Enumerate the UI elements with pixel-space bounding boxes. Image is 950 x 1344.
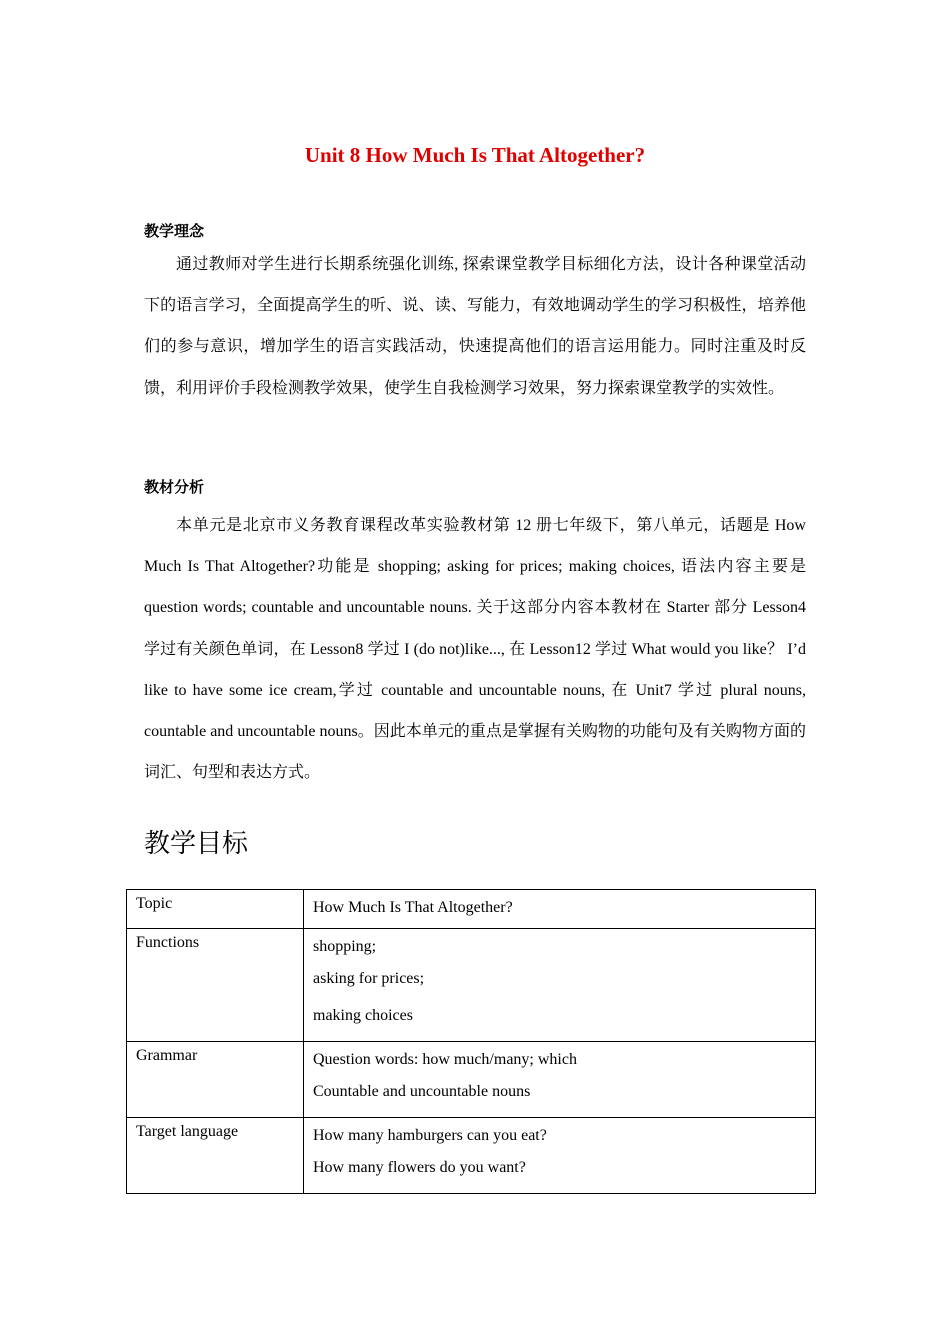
- row-values: [304, 1118, 816, 1194]
- document-title: Unit 8 How Much Is That Altogether?: [304, 143, 646, 167]
- row-values: [304, 929, 816, 1042]
- paragraph-text: 本单元是北京市义务教育课程改革实验教材第 12 册七年级下，第八单元，话题是 How Much Is That Altogether?功能是 shopping; asking for prices; making choices, 语法内容主要是 question words; countable and uncountable nouns. 关于这部分内容本教材在 Starter 部分 Lesson4 学过有关颜色单词，在 Lesson8 学过 I (do not)like..., 在 Lesson12 学过 What would you like？ I’d like to have some ice cream,学过 countable and uncountable nouns, 在 Unit7 学过 plural nouns, countable and uncountable nouns。因此本单元的重点是掌握有关购物的功能句及有关购物方面的词汇、句型和表达方式。: [144, 517, 806, 782]
- row-value: asking for prices;: [313, 970, 425, 987]
- table-row: [127, 890, 816, 929]
- section-heading-teaching-goals: 教学目标: [144, 829, 249, 858]
- row-value: How many hamburgers can you eat?: [313, 1127, 547, 1144]
- paragraph-teaching-philosophy: [144, 244, 806, 409]
- table-row: [127, 1118, 816, 1194]
- row-key: Grammar: [127, 1042, 304, 1118]
- section-heading-teaching-philosophy: 教学理念: [144, 224, 205, 240]
- table-row: [127, 929, 816, 1042]
- row-value: How Much Is That Altogether?: [313, 899, 513, 916]
- row-key: Topic: [127, 890, 304, 929]
- row-value: making choices: [313, 1007, 413, 1024]
- table-row: [127, 1042, 816, 1118]
- row-value: shopping;: [313, 938, 377, 955]
- row-value: How many flowers do you want?: [313, 1159, 526, 1176]
- paragraph-material-analysis: [144, 505, 806, 793]
- row-values: [304, 890, 816, 929]
- paragraph-text: 通过教师对学生进行长期系统强化训练, 探索课堂教学目标细化方法，设计各种课堂活动下的语言学习，全面提高学生的听、说、读、写能力，有效地调动学生的学习积极性，培养他们的参与意识，增加学生的语言实践活动，快速提高他们的语言运用能力。同时注重及时反馈，利用评价手段检测教学效果，使学生自我检测学习效果，努力探索课堂教学的实效性。: [144, 256, 806, 397]
- goals-table: [126, 889, 816, 1194]
- section-heading-material-analysis: 教材分析: [144, 480, 205, 496]
- row-value: Countable and uncountable nouns: [313, 1083, 531, 1100]
- row-value: Question words: how much/many; which: [313, 1051, 577, 1068]
- row-key: Target language: [127, 1118, 304, 1194]
- row-key: Functions: [127, 929, 304, 1042]
- row-values: [304, 1042, 816, 1118]
